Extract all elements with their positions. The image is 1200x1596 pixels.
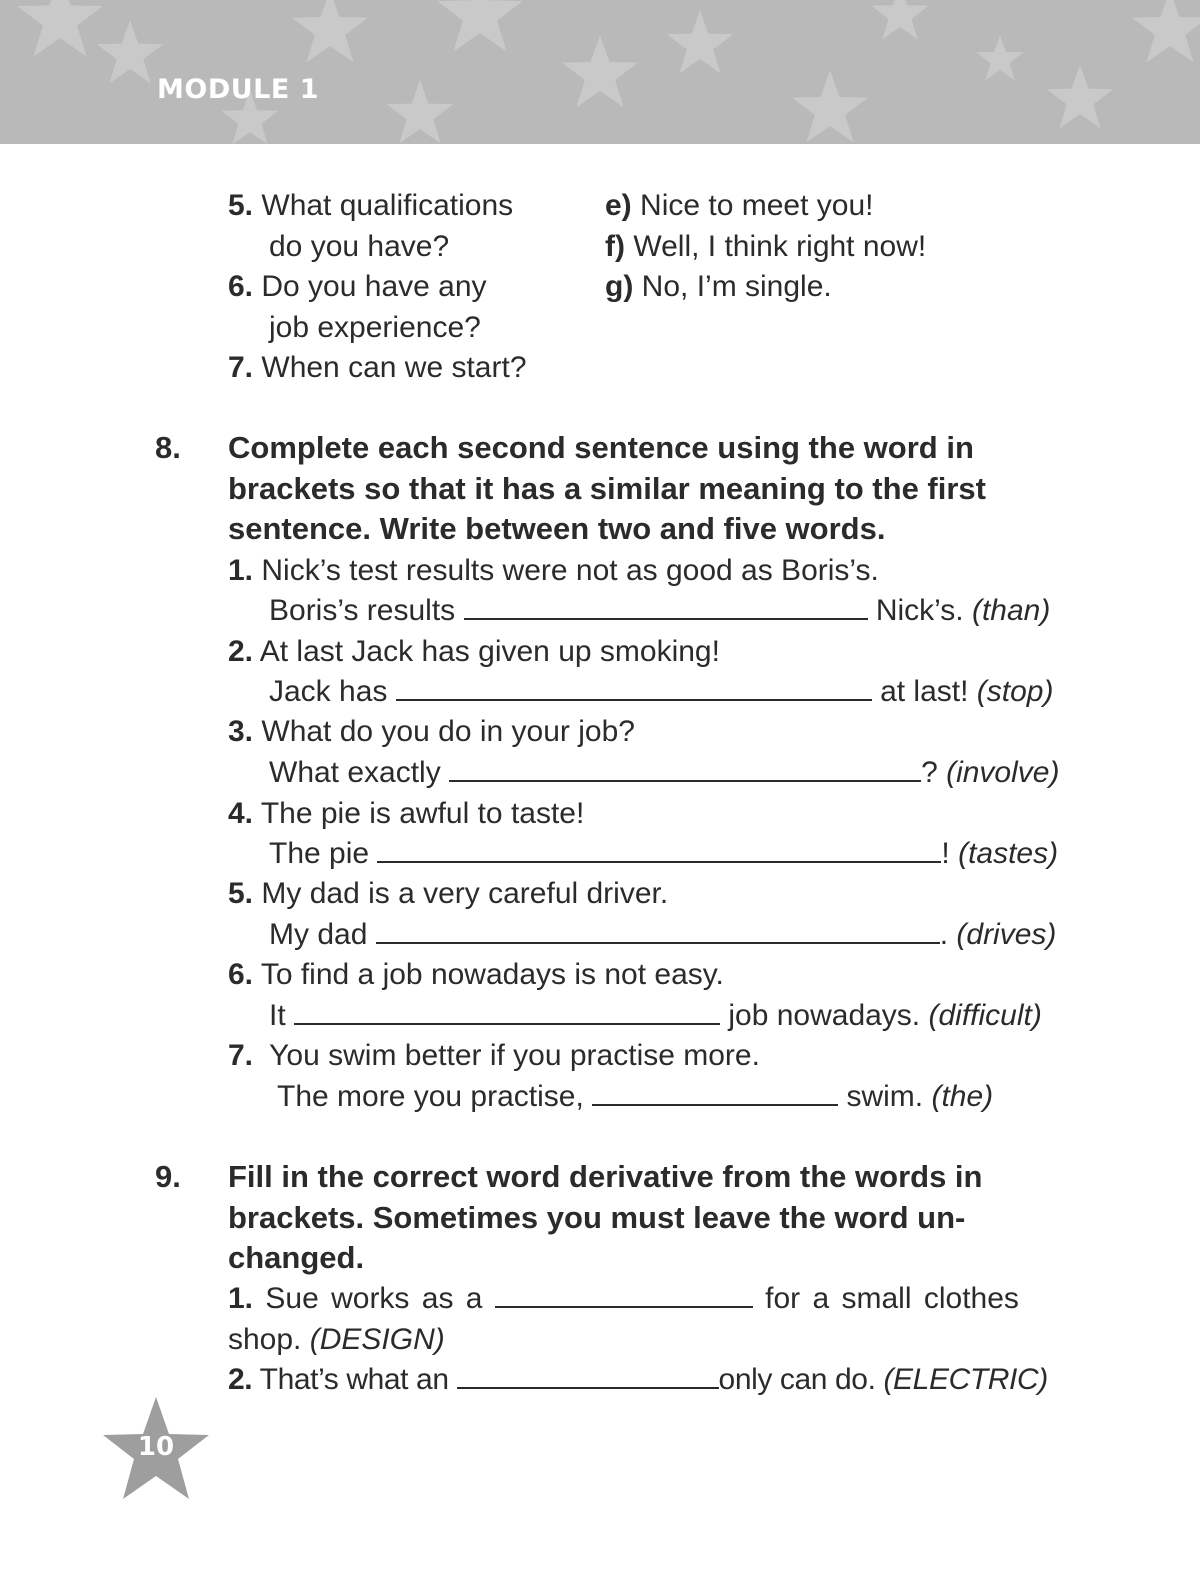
match-right-e: [605, 186, 873, 226]
item-suffix: .: [939, 918, 957, 951]
keyword: (involve): [946, 756, 1060, 789]
item-number: 1.: [228, 554, 254, 587]
exercise-number-8: 8.: [155, 430, 181, 465]
answer-blank[interactable]: [592, 1078, 838, 1106]
ex9-instruction-line3: changed.: [228, 1240, 365, 1275]
keyword: (the): [931, 1080, 994, 1113]
item-text: Do you have any: [261, 270, 487, 303]
star-pattern-decoration: [0, 0, 1200, 144]
item-number: 5.: [228, 189, 254, 222]
ex8-item-1-transform: [269, 591, 1050, 631]
item-text: The pie is awful to taste!: [260, 797, 585, 830]
ex8-item-7-sentence: [228, 1036, 760, 1076]
ex8-instruction-line1: Complete each second sentence using the word in: [228, 430, 974, 465]
item-prefix: My dad: [269, 918, 376, 951]
item-number: 3.: [228, 715, 254, 748]
item-text: shop.: [228, 1323, 310, 1356]
module-title: MODULE 1: [157, 74, 319, 105]
item-text: Nice to meet you!: [640, 189, 874, 222]
answer-blank[interactable]: [294, 997, 720, 1025]
answer-blank[interactable]: [457, 1361, 719, 1389]
item-prefix: Jack has: [269, 675, 396, 708]
exercise-number-9: 9.: [155, 1159, 181, 1194]
item-text: No, I’m single.: [641, 270, 832, 303]
ex8-item-2-transform: [269, 672, 1053, 712]
answer-blank[interactable]: [464, 592, 868, 620]
item-text: Nick’s test results were not as good as Boris’s.: [261, 554, 879, 587]
item-text: What do you do in your job?: [261, 715, 635, 748]
item-suffix: at last!: [871, 675, 977, 708]
item-text: My dad is a very careful driver.: [261, 877, 669, 910]
item-prefix: That’s what an: [259, 1363, 457, 1396]
item-prefix: What exactly: [269, 756, 450, 789]
item-letter: e): [605, 189, 632, 222]
ex8-item-4-transform: [269, 834, 1058, 874]
ex8-item-3-transform: [269, 753, 1059, 793]
match-right-g: [605, 267, 832, 307]
keyword: (than): [971, 594, 1051, 627]
ex8-item-6-sentence: [228, 955, 724, 995]
item-letter: f): [605, 230, 625, 263]
ex8-item-5-sentence: [228, 874, 668, 914]
ex9-item-1: [228, 1279, 1019, 1319]
item-suffix: for a small clothes: [752, 1282, 1019, 1315]
ex8-item-6-transform: [269, 996, 1042, 1036]
keyword: (drives): [956, 918, 1057, 951]
item-suffix: job nowadays.: [720, 999, 929, 1032]
ex9-instruction-line2: brackets. Sometimes you must leave the word un-: [228, 1200, 966, 1235]
item-number: 5.: [228, 877, 254, 910]
item-prefix: The more you practise,: [277, 1080, 593, 1113]
keyword: (stop): [976, 675, 1054, 708]
keyword: (DESIGN): [309, 1323, 445, 1356]
ex8-item-2-sentence: [228, 632, 720, 672]
item-text: At last Jack has given up smoking!: [259, 635, 720, 668]
item-text: What qualifications: [261, 189, 514, 222]
match-left-7: [228, 348, 527, 388]
ex8-item-1-sentence: [228, 551, 879, 591]
ex9-item-2: [228, 1360, 1048, 1400]
item-number: 1.: [228, 1282, 254, 1315]
item-prefix: It: [269, 999, 295, 1032]
match-left-6: [228, 267, 487, 307]
item-suffix: Nick’s.: [867, 594, 972, 627]
ex9-instruction-line1: Fill in the correct word derivative from the words in: [228, 1159, 983, 1194]
page-number: 10: [137, 1432, 175, 1462]
item-suffix: swim.: [838, 1080, 932, 1113]
answer-blank[interactable]: [376, 916, 940, 944]
item-number: 2.: [228, 635, 254, 668]
item-text: Well, I think right now!: [633, 230, 927, 263]
answer-blank[interactable]: [495, 1280, 753, 1308]
item-prefix: Sue works as a: [265, 1282, 495, 1315]
keyword: (tastes): [958, 837, 1059, 870]
item-number: 2.: [228, 1363, 253, 1396]
item-number: 6.: [228, 958, 254, 991]
answer-blank[interactable]: [377, 835, 941, 863]
item-number: 4.: [228, 797, 254, 830]
match-left-5-cont: do you have?: [269, 230, 450, 263]
item-suffix: only can do.: [718, 1363, 884, 1396]
ex8-instruction-line3: sentence. Write between two and five words.: [228, 511, 886, 546]
item-number: 7.: [228, 1039, 254, 1072]
item-text: You swim better if you practise more.: [269, 1039, 760, 1072]
answer-blank[interactable]: [396, 673, 872, 701]
item-letter: g): [605, 270, 634, 303]
item-prefix: Boris’s results: [269, 594, 464, 627]
item-suffix: ?: [921, 756, 947, 789]
ex8-item-7-transform: [277, 1077, 993, 1117]
match-left-5: [228, 186, 513, 226]
ex8-instruction-line2: brackets so that it has a similar meaning to the first: [228, 471, 986, 506]
ex8-item-5-transform: [269, 915, 1056, 955]
module-banner: [0, 0, 1200, 144]
ex8-item-4-sentence: [228, 794, 584, 834]
match-left-6-cont: job experience?: [269, 311, 481, 344]
answer-blank[interactable]: [449, 754, 921, 782]
match-right-f: [605, 227, 926, 267]
keyword: (ELECTRIC): [883, 1363, 1048, 1396]
item-suffix: !: [941, 837, 959, 870]
item-number: 7.: [228, 351, 254, 384]
ex9-item-1-cont: [228, 1320, 445, 1360]
item-text: To find a job nowadays is not easy.: [260, 958, 724, 991]
item-number: 6.: [228, 270, 254, 303]
keyword: (difficult): [928, 999, 1042, 1032]
ex8-item-3-sentence: [228, 712, 635, 752]
item-prefix: The pie: [269, 837, 378, 870]
item-text: When can we start?: [261, 351, 527, 384]
